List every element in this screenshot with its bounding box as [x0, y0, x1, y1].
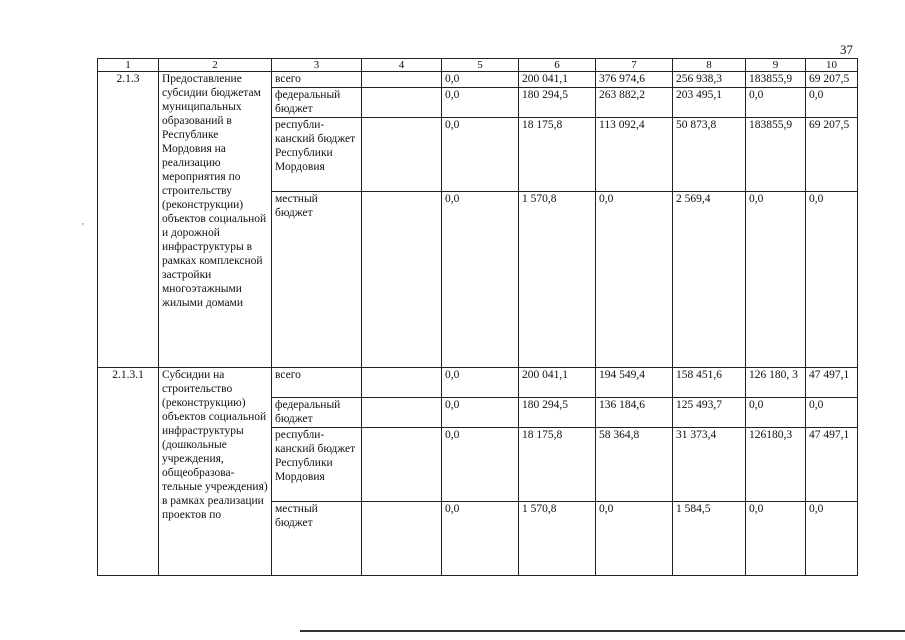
funding-source: республи-канский бюджет Республики Мордовия — [272, 118, 362, 192]
funding-source: федеральный бюджет — [272, 88, 362, 118]
table-cell: 0,0 — [806, 502, 858, 576]
funding-source: всего — [272, 368, 362, 398]
table-cell: 263 882,2 — [596, 88, 673, 118]
funding-source: местный бюджет — [272, 192, 362, 368]
scan-speck: ' — [82, 222, 84, 233]
table-cell — [362, 368, 442, 398]
table-cell: 18 175,8 — [519, 428, 596, 502]
table-cell — [362, 192, 442, 368]
section-description: Предоставление субсидии бюджетам муниципальных образований в Республике Мордовия на реализацию мероприятия по строительству (реконструкции) объектов социальной и дорожной инфраструктуры в рамках комплексной застройки многоэтажными жилыми домами — [159, 72, 272, 368]
table-cell: 183855,9 — [746, 118, 806, 192]
table-cell: 69 207,5 — [806, 118, 858, 192]
table-cell: 58 364,8 — [596, 428, 673, 502]
table-cell: 1 570,8 — [519, 502, 596, 576]
table-cell: 376 974,6 — [596, 72, 673, 88]
column-header: 1 — [98, 59, 159, 72]
table-cell: 0,0 — [746, 502, 806, 576]
table-cell — [362, 398, 442, 428]
table-row — [98, 72, 858, 88]
column-header: 3 — [272, 59, 362, 72]
table-cell: 0,0 — [746, 88, 806, 118]
table-cell: 69 207,5 — [806, 72, 858, 88]
table-cell: 47 497,1 — [806, 368, 858, 398]
table-cell: 203 495,1 — [673, 88, 746, 118]
table-cell: 50 873,8 — [673, 118, 746, 192]
table-cell: 1 570,8 — [519, 192, 596, 368]
funding-source: местный бюджет — [272, 502, 362, 576]
table-cell: 200 041,1 — [519, 72, 596, 88]
table-cell: 0,0 — [442, 72, 519, 88]
table-cell — [362, 502, 442, 576]
table-cell: 126 180, 3 — [746, 368, 806, 398]
table-cell: 47 497,1 — [806, 428, 858, 502]
funding-source: федеральный бюджет — [272, 398, 362, 428]
table-cell: 0,0 — [442, 118, 519, 192]
table-cell: 0,0 — [806, 398, 858, 428]
table-cell: 0,0 — [746, 192, 806, 368]
column-header: 7 — [596, 59, 673, 72]
column-header: 8 — [673, 59, 746, 72]
table-cell: 0,0 — [596, 192, 673, 368]
table-cell: 126180,3 — [746, 428, 806, 502]
table-cell: 0,0 — [442, 192, 519, 368]
table-cell: 0,0 — [442, 502, 519, 576]
funding-source: республи-канский бюджет Республики Мордовия — [272, 428, 362, 502]
table-header-row — [98, 59, 858, 72]
column-header: 6 — [519, 59, 596, 72]
column-header: 2 — [159, 59, 272, 72]
table-cell: 0,0 — [442, 88, 519, 118]
table-cell: 113 092,4 — [596, 118, 673, 192]
table-cell: 31 373,4 — [673, 428, 746, 502]
table-cell: 125 493,7 — [673, 398, 746, 428]
table-cell: 2 569,4 — [673, 192, 746, 368]
table-cell: 1 584,5 — [673, 502, 746, 576]
table-cell: 0,0 — [442, 428, 519, 502]
table-cell: 18 175,8 — [519, 118, 596, 192]
table-cell: 200 041,1 — [519, 368, 596, 398]
table-cell: 180 294,5 — [519, 88, 596, 118]
column-header: 9 — [746, 59, 806, 72]
table-cell: 136 184,6 — [596, 398, 673, 428]
table-cell: 0,0 — [806, 192, 858, 368]
table-cell: 183855,9 — [746, 72, 806, 88]
table-cell: 0,0 — [806, 88, 858, 118]
page-number: 37 — [840, 42, 853, 57]
table-cell: 180 294,5 — [519, 398, 596, 428]
column-header: 10 — [806, 59, 858, 72]
table-cell: 0,0 — [596, 502, 673, 576]
funding-source: всего — [272, 72, 362, 88]
footer-rule — [300, 630, 905, 632]
table-cell — [362, 428, 442, 502]
section-code: 2.1.3 — [98, 72, 159, 368]
table-cell: 194 549,4 — [596, 368, 673, 398]
table-cell: 0,0 — [442, 368, 519, 398]
table-cell — [362, 72, 442, 88]
table-cell: 0,0 — [746, 398, 806, 428]
table-cell: 256 938,3 — [673, 72, 746, 88]
table-cell — [362, 88, 442, 118]
table-cell — [362, 118, 442, 192]
budget-table — [97, 58, 858, 576]
column-header: 5 — [442, 59, 519, 72]
table-cell: 0,0 — [442, 398, 519, 428]
section-code: 2.1.3.1 — [98, 368, 159, 576]
table-cell: 158 451,6 — [673, 368, 746, 398]
section-description: Субсидии на строительство (реконструкцию) объектов социальной инфраструктуры (дошкольные учреждения, общеобразова-тельные учреждения) в рамках реализации проектов по — [159, 368, 272, 576]
table-row — [98, 368, 858, 398]
column-header: 4 — [362, 59, 442, 72]
